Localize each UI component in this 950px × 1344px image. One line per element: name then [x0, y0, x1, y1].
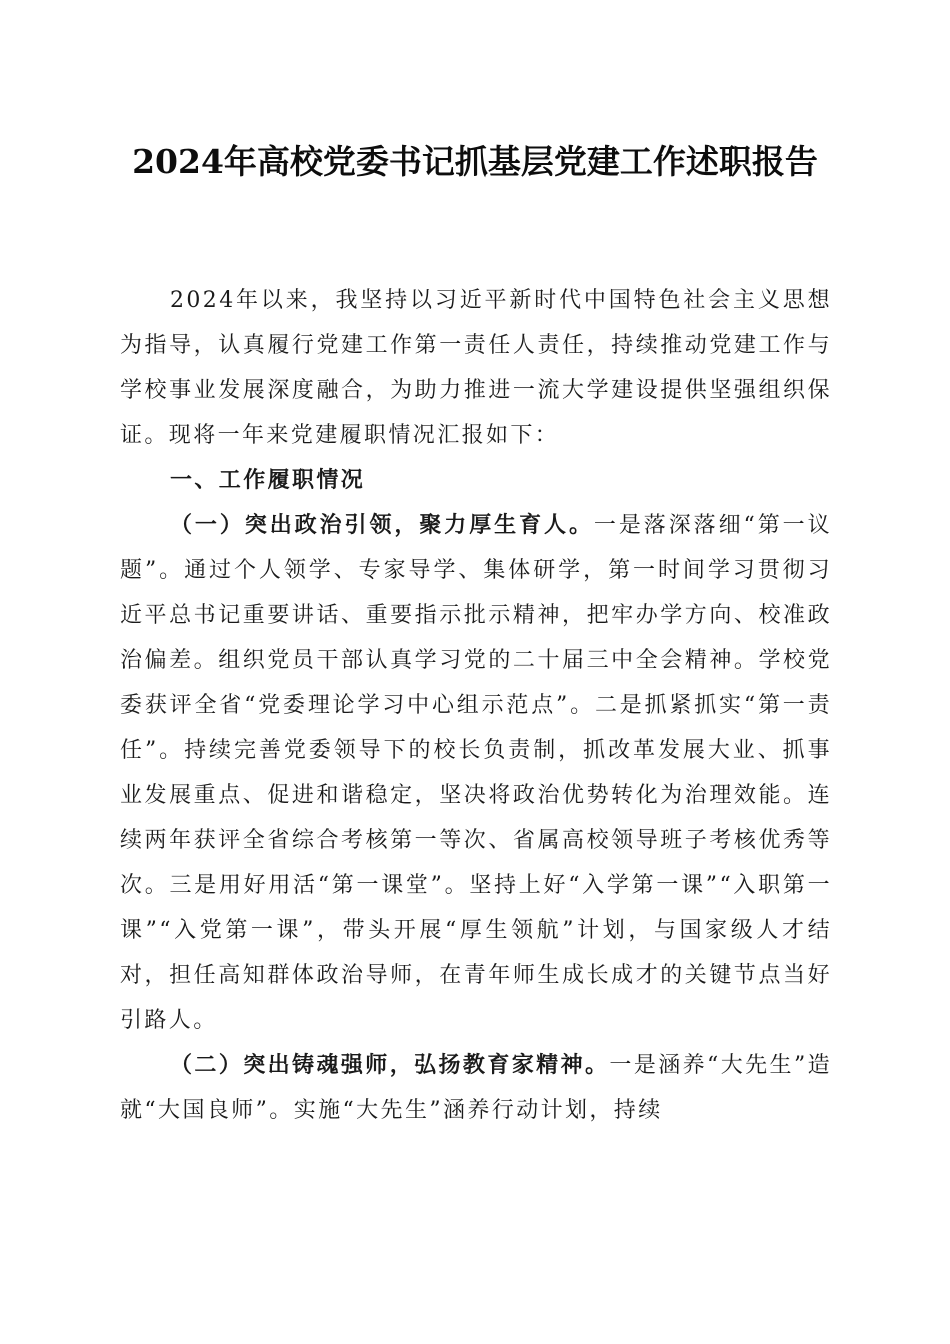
subheading-political-leadership: （一）突出政治引领，聚力厚生育人。: [170, 512, 594, 538]
paragraph-teacher-ethics: [120, 1043, 832, 1133]
paragraph-political-leadership-text: 一是落深落细“第一议题”。通过个人领学、专家导学、集体研学，第一时间学习贯彻习近平总书记重要讲话、重要指示批示精神，把牢办学方向、校准政治偏差。组织党员干部认真学习党的二十届三中全会精神。学校党委获评全省“党委理论学习中心组示范点”。二是抓紧抓实“第一责任”。持续完善党委领导下的校长负责制，抓改革发展大业、抓事业发展重点、促进和谐稳定，坚决将政治优势转化为治理效能。连续两年获评全省综合考核第一等次、省属高校领导班子考核优秀等次。三是用好用活“第一课堂”。坚持上好“入学第一课”“入职第一课”“入党第一课”，带头开展“厚生领航”计划，与国家级人才结对，担任高知群体政治导师，在青年师生成长成才的关键节点当好引路人。: [120, 513, 832, 1033]
document-body: [120, 278, 832, 1133]
section-heading-work-performance: 一、工作履职情况: [170, 467, 366, 493]
intro-paragraph: 2024年以来，我坚持以习近平新时代中国特色社会主义思想为指导，认真履行党建工作第一责任人责任，持续推动党建工作与学校事业发展深度融合，为助力推进一流大学建设提供坚强组织保证。现将一年来党建履职情况汇报如下：: [120, 288, 832, 448]
document-title: 2024年高校党委书记抓基层党建工作述职报告: [132, 142, 818, 181]
paragraph-teacher-ethics-text: 一是涵养“大先生”造就“大国良师”。实施“大先生”涵养行动计划，持续: [120, 1053, 833, 1123]
subheading-teacher-ethics: （二）突出铸魂强师，弘扬教育家精神。: [170, 1052, 610, 1078]
paragraph-political-leadership: [120, 503, 832, 1043]
